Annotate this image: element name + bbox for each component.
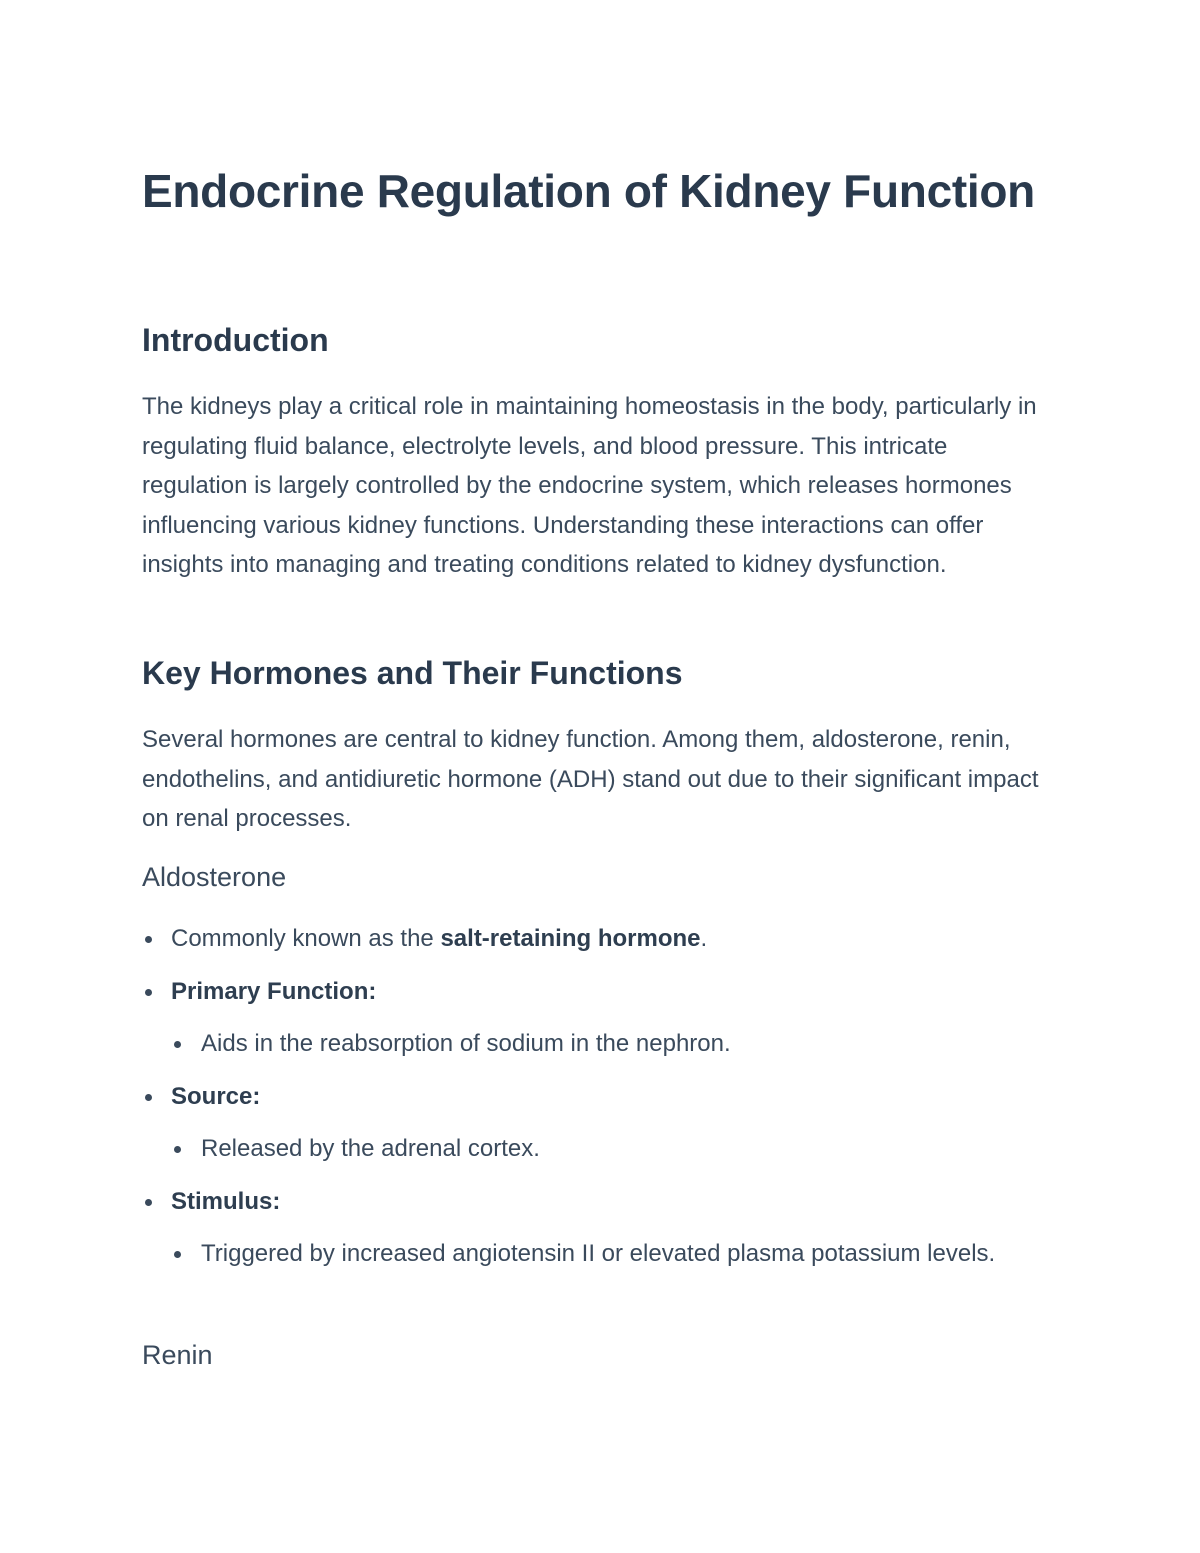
list-item-bold: salt-retaining hormone — [440, 925, 701, 952]
page-title: Endocrine Regulation of Kidney Function — [142, 165, 1035, 217]
list-item-text: Commonly known as the — [171, 925, 441, 952]
aldosterone-heading: Aldosterone — [142, 862, 287, 892]
list-item — [142, 1182, 1052, 1222]
renin-heading: Renin — [142, 1340, 213, 1370]
source-label: Source: — [171, 1082, 261, 1110]
sub-list-item — [142, 1024, 1052, 1064]
bullet-icon — [174, 1041, 181, 1048]
bullet-icon — [174, 1146, 181, 1153]
list-item — [142, 919, 1052, 959]
primary-function-text: Aids in the reabsorption of sodium in the nephron. — [201, 1030, 731, 1057]
stimulus-text: Triggered by increased angiotensin II or elevated plasma potassium levels. — [201, 1240, 996, 1267]
bullet-icon — [145, 989, 152, 996]
primary-function-label: Primary Function: — [171, 977, 377, 1005]
stimulus-label: Stimulus: — [171, 1187, 281, 1215]
introduction-paragraph: The kidneys play a critical role in maintaining homeostasis in the body, particularly in regulating fluid balance, electrolyte levels, and blood pressure. This intricate regulation is largely controlled by the endocrine system, which releases hormones influencing various kidney functions. Understanding these interactions can offer insights into managing and treating conditions related to kidney dysfunction. — [142, 393, 1037, 578]
sub-list-item — [142, 1234, 1052, 1274]
key-hormones-paragraph: Several hormones are central to kidney function. Among them, aldosterone, renin, endothelins, and antidiuretic hormone (ADH) stand out due to their significant impact on renal processes. — [142, 726, 1039, 832]
list-item — [142, 972, 1052, 1012]
bullet-icon — [145, 936, 152, 943]
bullet-icon — [174, 1251, 181, 1258]
key-hormones-heading: Key Hormones and Their Functions — [142, 655, 683, 691]
aldosterone-list — [142, 919, 1052, 1287]
bullet-icon — [145, 1199, 152, 1206]
introduction-heading: Introduction — [142, 322, 329, 358]
list-item-suffix: . — [700, 925, 708, 952]
bullet-icon — [145, 1094, 152, 1101]
sub-list-item — [142, 1129, 1052, 1169]
list-item — [142, 1077, 1052, 1117]
source-text: Released by the adrenal cortex. — [201, 1135, 540, 1162]
